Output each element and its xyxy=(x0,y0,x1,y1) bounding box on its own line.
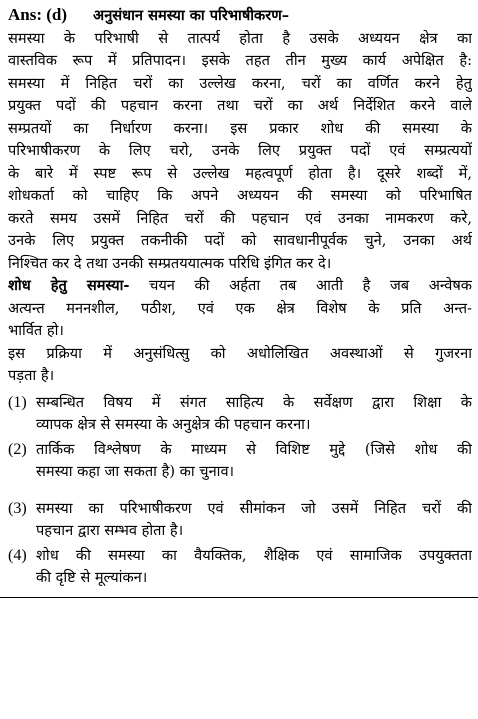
text-line: समस्या के परिभाषी से तात्पर्य होता है उसके अध्ययन क्षेत्र का xyxy=(8,29,472,47)
text-line: निश्चित कर दे तथा उनकी सम्प्रतययात्मक परिधि इंगित कर दे। xyxy=(8,254,332,272)
text-line: इस प्रक्रिया में अनुसंधित्सु को अधोलिखित अवस्थाओं से गुजरना xyxy=(8,344,472,362)
list-item-line: पहचान द्वारा सम्भव होता है। xyxy=(36,522,184,539)
answer-header xyxy=(8,4,472,28)
text-line: प्रयुक्त पदों की पहचान करना तथा चरों का अर्थ निर्देशित करने वाले xyxy=(8,97,472,114)
list-item xyxy=(8,439,472,484)
text-line: सम्प्रतयों का निर्धारण करना। इस प्रकार शोध की समस्या के xyxy=(8,119,472,137)
list-number: (3) xyxy=(8,499,27,517)
text-span: चयन की अर्हता तब आती है जब अन्वेषक xyxy=(149,277,472,294)
text-line: भार्वित हो। xyxy=(8,322,64,339)
divider xyxy=(0,597,478,598)
text-line: पड़ता है। xyxy=(8,367,55,384)
list-item-line xyxy=(8,439,472,462)
list-item xyxy=(8,545,472,590)
list-text: समस्या का परिभाषीकरण एवं सीमांकन जो उसमें निहित चरों की xyxy=(36,499,472,517)
list-text: तार्किक विश्लेषण के माध्यम से विशिष्ट मुद्दे (जिसे शोध की xyxy=(36,440,472,458)
paragraph-stages-intro xyxy=(8,343,472,388)
section-research-problem xyxy=(8,275,472,343)
list-item-line xyxy=(8,498,472,521)
text-line: अत्यन्त मननशील, पठीश, एवं एक क्षेत्र विशेष के प्रति अन्त- xyxy=(8,299,472,317)
list-number: (4) xyxy=(8,546,27,564)
section-title: अनुसंधान समस्या का परिभाषीकरण– xyxy=(93,7,290,24)
list-item-line: व्यापक क्षेत्र से समस्या के अनुक्षेत्र की पहचान करना। xyxy=(36,416,311,433)
stages-list xyxy=(8,392,472,590)
list-text: शोध की समस्या का वैयक्तिक, शैक्षिक एवं सामाजिक उपयुक्तता xyxy=(36,546,472,564)
text-line: के बारे में स्पष्ट रूप से उल्लेख महत्वपूर्ण होता है। दूसरे शब्दों में, xyxy=(8,164,472,182)
list-item-line xyxy=(8,392,472,415)
text-line: वास्तविक रूप में प्रतिपादन। इसके तहत तीन मुख्य कार्य अपेक्षित है: xyxy=(8,52,472,69)
list-item-line: की दृष्टि से मूल्यांकन। xyxy=(36,569,148,586)
section-heading: शोध हेतु समस्या- xyxy=(8,277,130,294)
list-item xyxy=(8,392,472,437)
text-line xyxy=(8,275,472,298)
text-line: परिभाषीकरण के लिए चरो, उनके लिए प्रयुक्त पदों एवं सम्प्रत्ययों xyxy=(8,142,472,159)
list-text: सम्बन्धित विषय में संगत साहित्य के सर्वेक्षण द्वारा शिक्षा के xyxy=(36,393,472,411)
list-item-line: समस्या कहा जा सकता है) का चुनाव। xyxy=(36,463,235,480)
text-line: उनके लिए प्रयुक्त तकनीकी पदों को सावधानीपूर्वक चुने, उनका अर्थ xyxy=(8,232,472,249)
list-number: (1) xyxy=(8,393,27,411)
list-item-line xyxy=(8,545,472,568)
text-line: समस्या में निहित चरों का उल्लेख करना, चरों का वर्णित करने हेतु xyxy=(8,74,472,92)
text-line: करते समय उसमें निहित चरों की पहचान एवं उनका नामकरण करे, xyxy=(8,209,472,227)
list-item xyxy=(8,498,472,543)
text-line: शोधकर्ता को चाहिए कि अपने अध्ययन की समस्या को परिभाषित xyxy=(8,187,472,204)
answer-label: Ans: (d) xyxy=(8,5,68,24)
paragraph-definition xyxy=(8,28,472,276)
list-number: (2) xyxy=(8,440,27,458)
